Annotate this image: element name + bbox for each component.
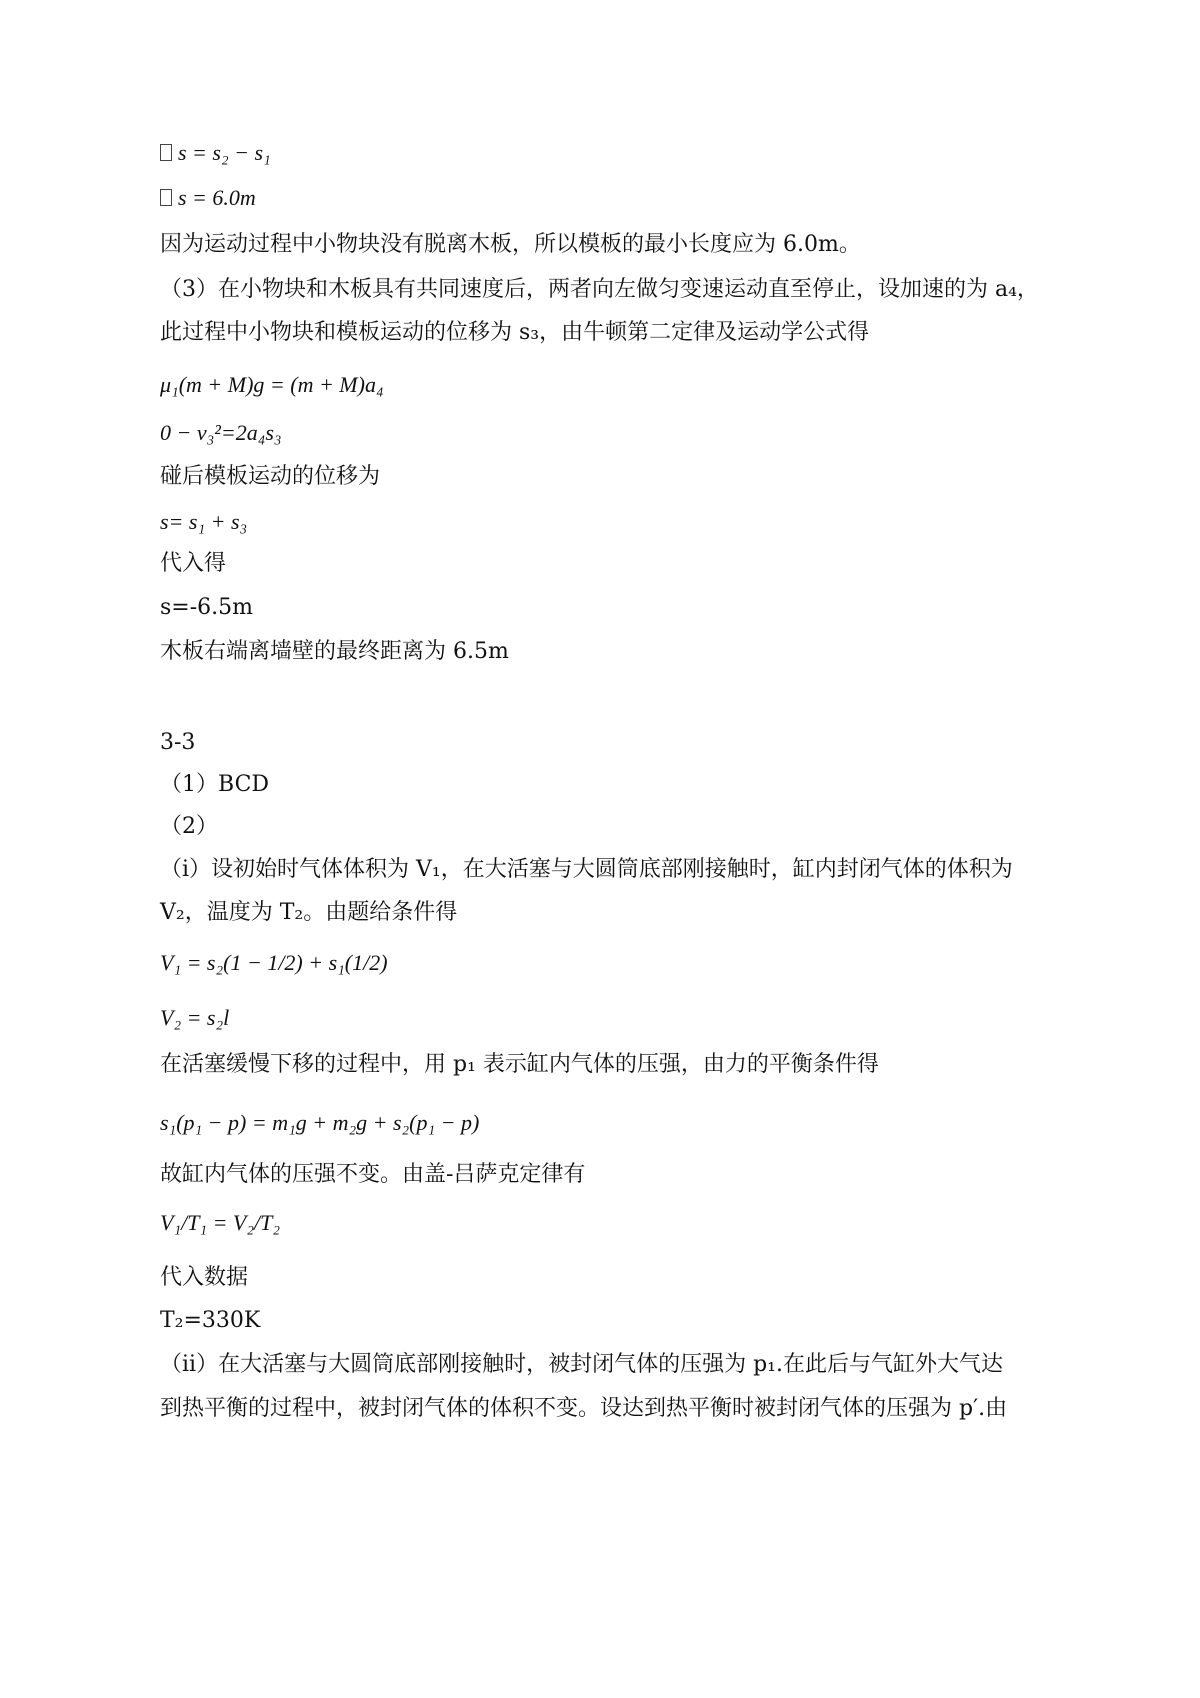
- paragraph-substitute-data: 代入数据: [160, 1265, 249, 1290]
- missing-glyph-icon: [160, 189, 172, 206]
- equation-delta-s: s = s₂ − s₁: [160, 138, 271, 168]
- paragraph-piston-moves: 在活塞缓慢下移的过程中，用 p₁ 表示缸内气体的压强，由力的平衡条件得: [160, 1052, 879, 1077]
- paragraph-final-distance: 木板右端离墙壁的最终距离为 6.5m: [160, 639, 509, 664]
- paragraph-min-length: 因为运动过程中小物块没有脱离木板，所以模板的最小长度应为 6.0m。: [160, 232, 861, 257]
- paragraph-board-displacement: 碰后模板运动的位移为: [160, 464, 381, 489]
- missing-glyph-icon: [160, 144, 172, 161]
- equation-delta-s-value: s = 6.0m: [160, 183, 256, 213]
- paragraph-part-ii: （ii）在大活塞与大圆筒底部刚接触时，被封闭气体的压强为 p₁.在此后与气缸外大气达: [160, 1352, 1003, 1377]
- paragraph-part-i: （i）设初始时气体体积为 V₁，在大活塞与大圆筒底部刚接触时，缸内封闭气体的体积为: [160, 857, 1013, 882]
- paragraph-substitute: 代入得: [160, 551, 227, 576]
- paragraph-part-ii-cont: 到热平衡的过程中，被封闭气体的体积不变。设达到热平衡时被封闭气体的压强为 p′.由: [160, 1396, 1008, 1421]
- equation-newton-second-law: μ₁(m + M)g = (m + M)a₄: [160, 372, 384, 397]
- paragraph-part-i-cont: V₂，温度为 T₂。由题给条件得: [160, 900, 458, 925]
- equation-total-displacement: s= s₁ + s₃: [160, 509, 248, 534]
- paragraph-gay-lussac: 故缸内气体的压强不变。由盖-吕萨克定律有: [160, 1162, 586, 1187]
- equation-gay-lussac: V₁/T₁ = V₂/T₂: [160, 1210, 281, 1235]
- paragraph-part3-intro: （3）在小物块和木板具有共同速度后，两者向左做匀变速运动直至停止，设加速的为 a₄，: [160, 277, 1039, 302]
- paragraph-part3-intro-cont: 此过程中小物块和模板运动的位移为 s₃，由牛顿第二定律及运动学公式得: [160, 320, 870, 345]
- result-displacement: s=-6.5m: [160, 595, 254, 620]
- section-heading-3-3: 3-3: [160, 730, 196, 755]
- equation-force-balance: s₁(p₁ − p) = m₁g + m₂g + s₂(p₁ − p): [160, 1110, 480, 1135]
- equation-v1: V₁ = s₂(1 − 1/2) + s₁(1/2): [160, 950, 388, 975]
- answer-part2-label: （2）: [160, 814, 218, 839]
- result-temperature: T₂=330K: [160, 1308, 261, 1333]
- answer-part1: （1）BCD: [160, 772, 270, 797]
- equation-v2: V₂ = s₂l: [160, 1005, 230, 1030]
- equation-kinematics: 0 − v₃²=2a₄s₃: [160, 420, 282, 445]
